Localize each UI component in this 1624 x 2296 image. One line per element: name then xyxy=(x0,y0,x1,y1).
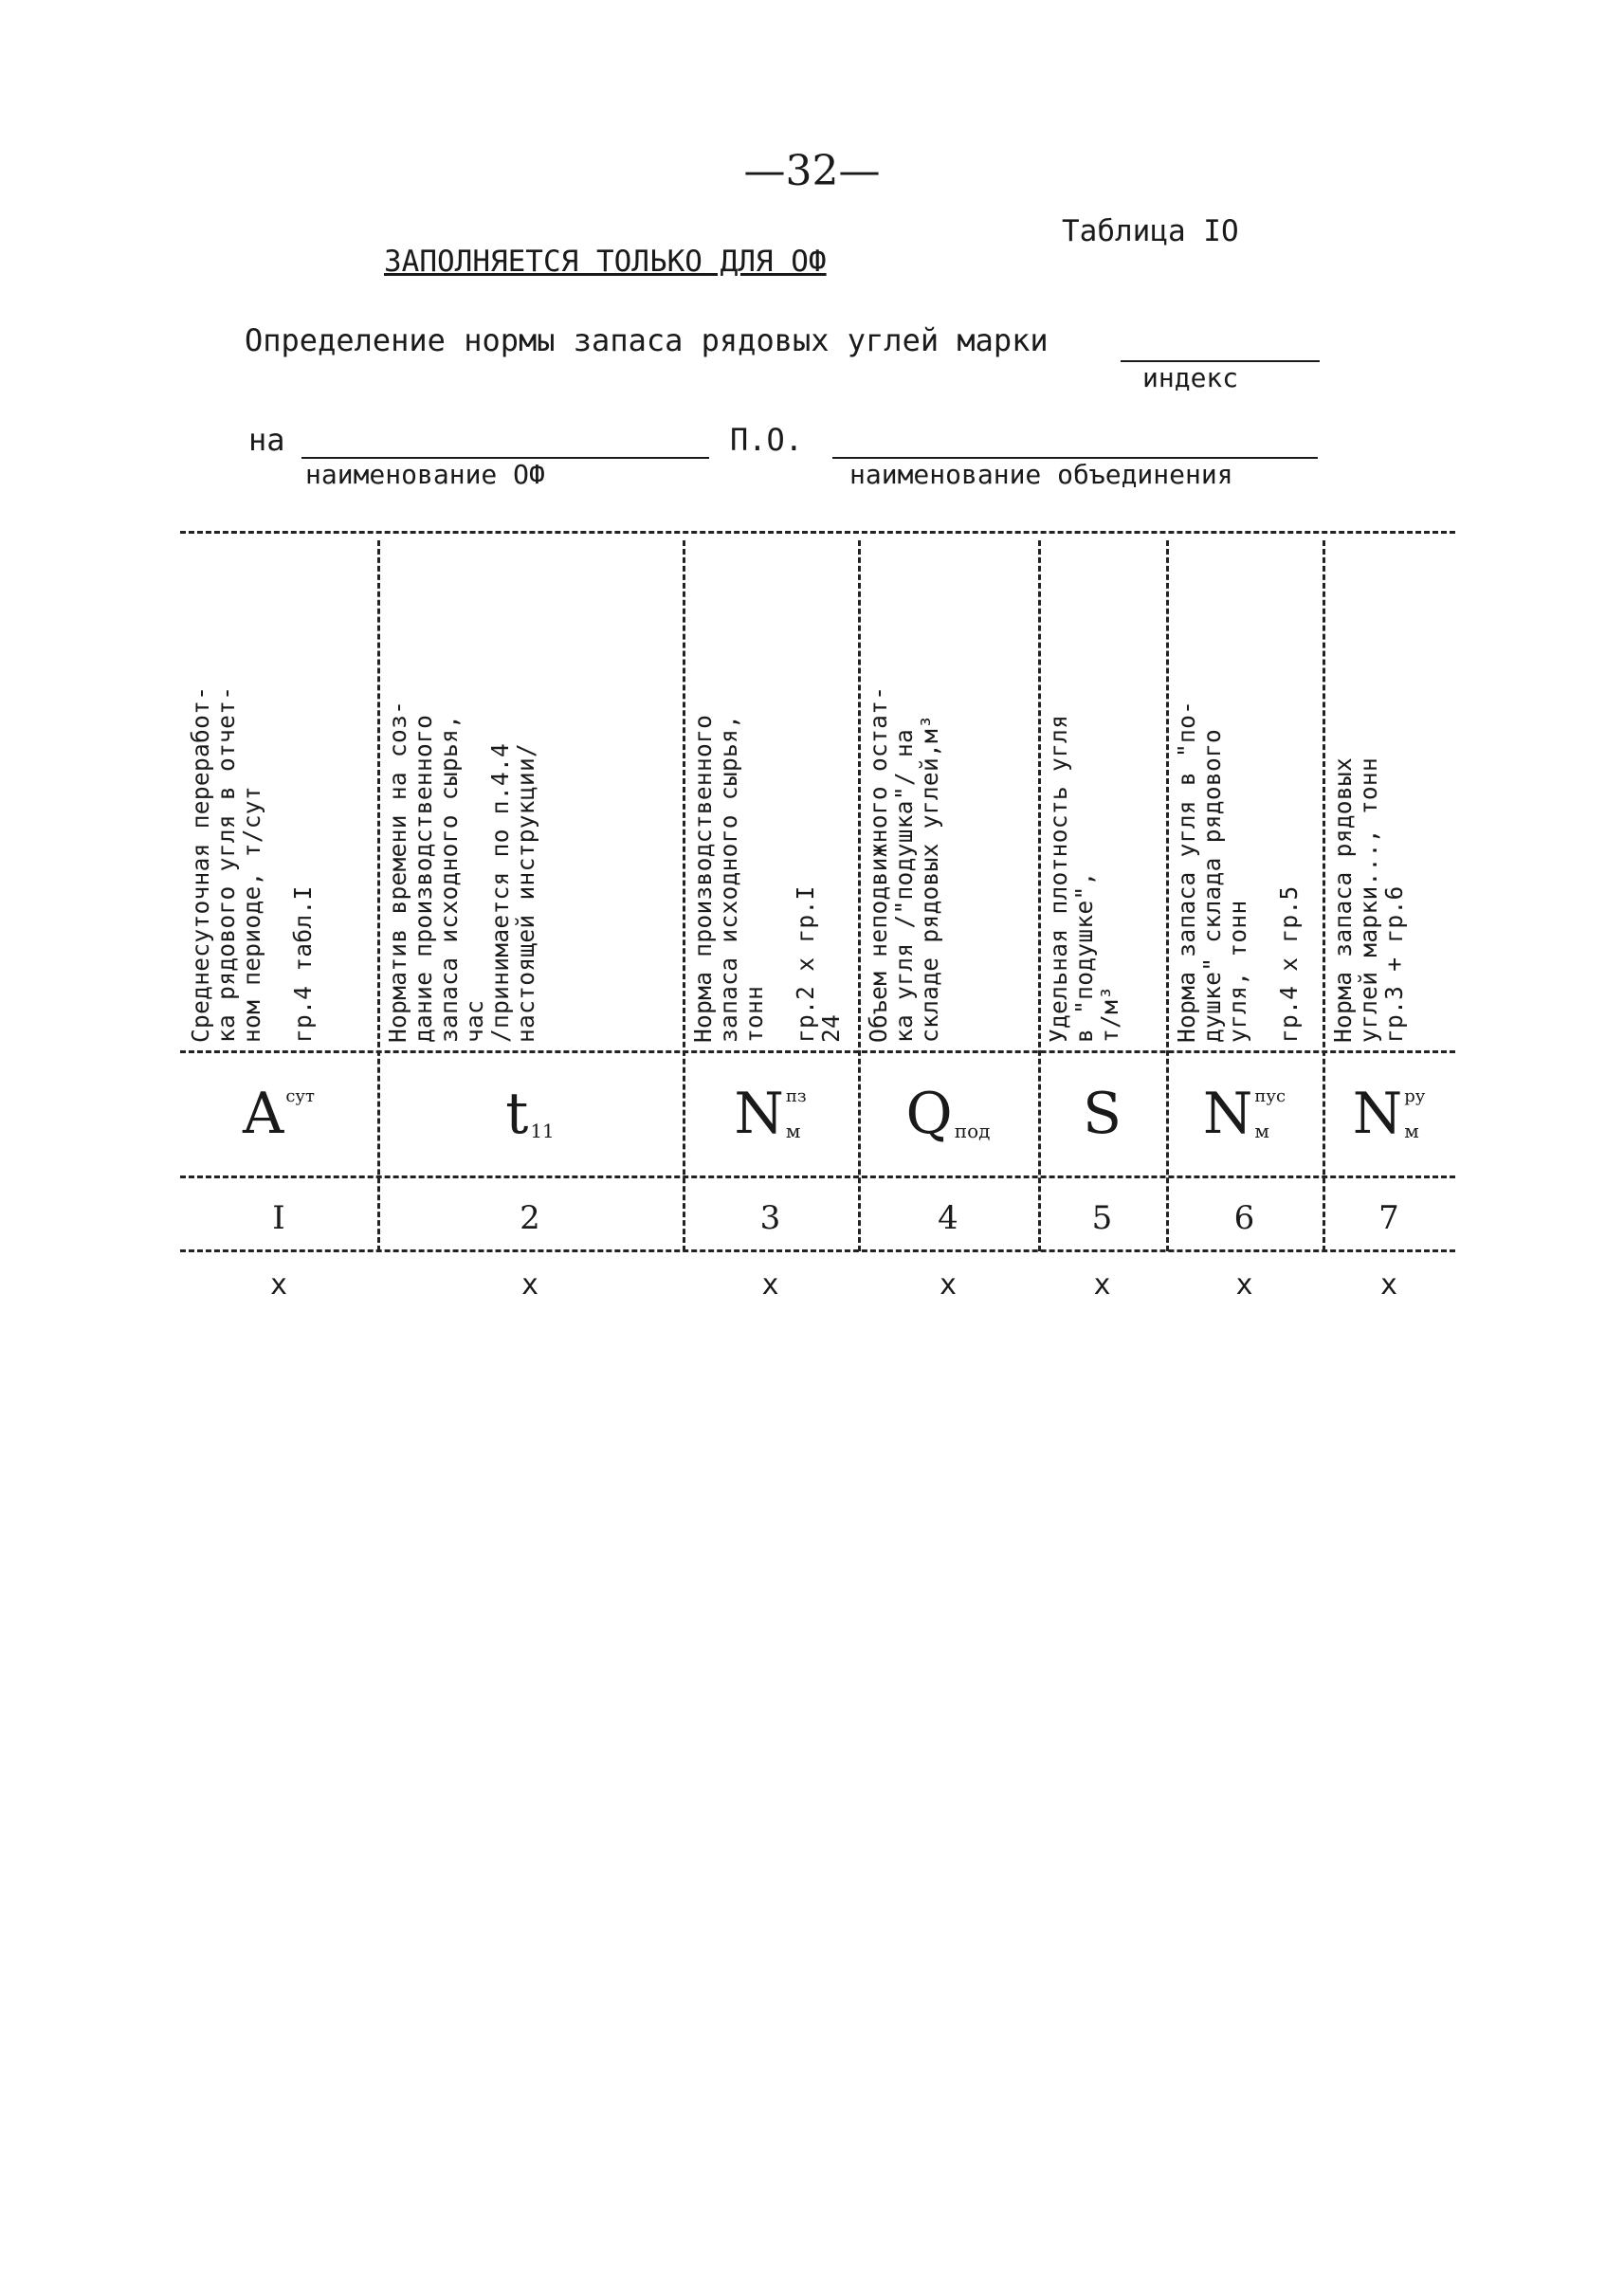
on-label: на xyxy=(248,422,285,458)
column-separator xyxy=(1323,540,1325,1251)
header-line: гр.4 х гр.5 xyxy=(1275,885,1303,1043)
header-line: 24 xyxy=(817,1013,845,1043)
column-x-mark-7: x xyxy=(1379,1267,1398,1302)
column-number-1: I xyxy=(272,1199,285,1237)
column-separator xyxy=(1166,540,1169,1251)
header-line: душке" склада рядового xyxy=(1198,728,1226,1043)
number-rule xyxy=(180,1249,1455,1252)
column-symbol-2 xyxy=(377,1062,683,1166)
header-line: складе рядовых углей,м³ xyxy=(916,714,943,1043)
column-header-2 xyxy=(385,531,679,1043)
column-number-4: 4 xyxy=(938,1199,958,1237)
header-line: угля, тонн xyxy=(1224,900,1251,1043)
column-separator xyxy=(858,540,861,1251)
header-line: гр.3 + гр.6 xyxy=(1380,885,1408,1043)
column-x-mark-1: x xyxy=(269,1267,288,1302)
column-header-6 xyxy=(1174,531,1319,1043)
association-caption: наименование объединения xyxy=(849,459,1233,490)
column-x-mark-5: x xyxy=(1093,1267,1111,1302)
header-line: Норма запаса рядовых xyxy=(1329,756,1357,1043)
header-rule xyxy=(180,1050,1455,1053)
column-number-5: 5 xyxy=(1091,1199,1113,1237)
header-line: Объем неподвижного остат- xyxy=(865,685,892,1043)
symbol-letter: S xyxy=(1082,1081,1122,1147)
symbol-superscript: ру xyxy=(1404,1085,1426,1106)
column-x-mark-4: x xyxy=(939,1267,958,1302)
symbol-superscript: пус xyxy=(1254,1085,1286,1106)
column-header-5 xyxy=(1046,531,1162,1043)
column-header-4 xyxy=(866,531,1034,1043)
table-label: Таблица IO xyxy=(1062,214,1239,248)
symbol-letter: A xyxy=(243,1081,284,1147)
header-line: ка угля /"подушка"/ на xyxy=(890,728,918,1043)
header-line: тонн xyxy=(740,985,768,1043)
header-line: ка рядового угля в отчет- xyxy=(212,685,240,1043)
header-line: час xyxy=(461,999,488,1043)
header-line: дание производственного xyxy=(410,714,437,1043)
fill-note: ЗАПОЛНЯЕТСЯ ТОЛЬКО ДЛЯ ОФ xyxy=(384,245,827,279)
symbol-subscript: м xyxy=(1254,1119,1269,1142)
column-symbol-6 xyxy=(1166,1062,1323,1166)
column-symbol-4 xyxy=(858,1062,1038,1166)
header-line: Норма запаса угля в "по- xyxy=(1173,700,1200,1043)
index-caption: индекс xyxy=(1142,362,1239,393)
symbol-letter: N xyxy=(734,1081,784,1147)
header-line: углей марки..., тонн xyxy=(1355,756,1382,1043)
header-line: гр.2 х гр.I xyxy=(792,885,819,1043)
header-line: в "подушке", xyxy=(1070,871,1098,1043)
header-line: ном периоде, т/сут xyxy=(238,786,265,1043)
column-symbol-3 xyxy=(683,1062,858,1166)
column-x-mark-3: x xyxy=(761,1267,779,1302)
column-x-mark-2: x xyxy=(520,1267,539,1302)
symbol-subscript xyxy=(285,1120,315,1142)
symbol-superscript: сут xyxy=(285,1085,315,1106)
symbol-letter: N xyxy=(1202,1081,1253,1147)
header-line: запаса исходного сырья, xyxy=(715,714,742,1043)
header-line: Норма производственного xyxy=(689,714,717,1043)
header-line: гр.4 табл.I xyxy=(289,885,317,1043)
column-header-3 xyxy=(690,531,854,1043)
column-symbol-1 xyxy=(180,1062,377,1166)
table-title: Определение нормы запаса рядовых углей марки xyxy=(245,322,1049,358)
symbol-subscript: м xyxy=(785,1119,801,1142)
column-number-2: 2 xyxy=(520,1199,540,1237)
column-x-mark-6: x xyxy=(1235,1267,1253,1302)
header-line xyxy=(1250,531,1276,1043)
column-number-6: 6 xyxy=(1233,1199,1255,1237)
header-line: запаса исходного сырья, xyxy=(435,714,463,1043)
column-number-3: 3 xyxy=(759,1199,781,1237)
column-header-7 xyxy=(1330,531,1451,1043)
column-separator xyxy=(683,540,685,1251)
header-line: /принимается по п.4.4 xyxy=(486,742,514,1043)
symbol-superscript: пз xyxy=(785,1085,807,1106)
header-line: настоящей инструкции/ xyxy=(512,742,539,1043)
symbol-superscript xyxy=(530,1086,554,1106)
page-number: —32— xyxy=(743,147,881,195)
column-symbol-7 xyxy=(1323,1062,1455,1166)
of-name-caption: наименование ОФ xyxy=(305,459,545,490)
symbol-letter: t xyxy=(505,1081,529,1147)
symbol-letter: Q xyxy=(905,1081,953,1147)
header-line: Норматив времени на соз- xyxy=(384,700,411,1043)
symbol-superscript xyxy=(955,1086,991,1106)
symbol-subscript: м xyxy=(1404,1119,1419,1142)
header-line: Среднесуточная переработ- xyxy=(187,685,214,1043)
column-separator xyxy=(377,540,380,1251)
symbol-subscript: под xyxy=(954,1119,991,1142)
header-line: Удельная плотность угля xyxy=(1045,714,1072,1043)
header-line xyxy=(265,531,290,1043)
symbol-subscript: 11 xyxy=(530,1119,555,1142)
header-line: т/м³ xyxy=(1096,985,1123,1043)
column-symbol-5 xyxy=(1038,1062,1166,1166)
column-separator xyxy=(1038,540,1041,1251)
symbol-rule xyxy=(180,1175,1455,1178)
po-label: П.О. xyxy=(730,422,804,458)
column-header-1 xyxy=(188,531,374,1043)
symbol-letter: N xyxy=(1352,1081,1403,1147)
column-number-7: 7 xyxy=(1378,1199,1399,1237)
header-line xyxy=(767,531,793,1043)
